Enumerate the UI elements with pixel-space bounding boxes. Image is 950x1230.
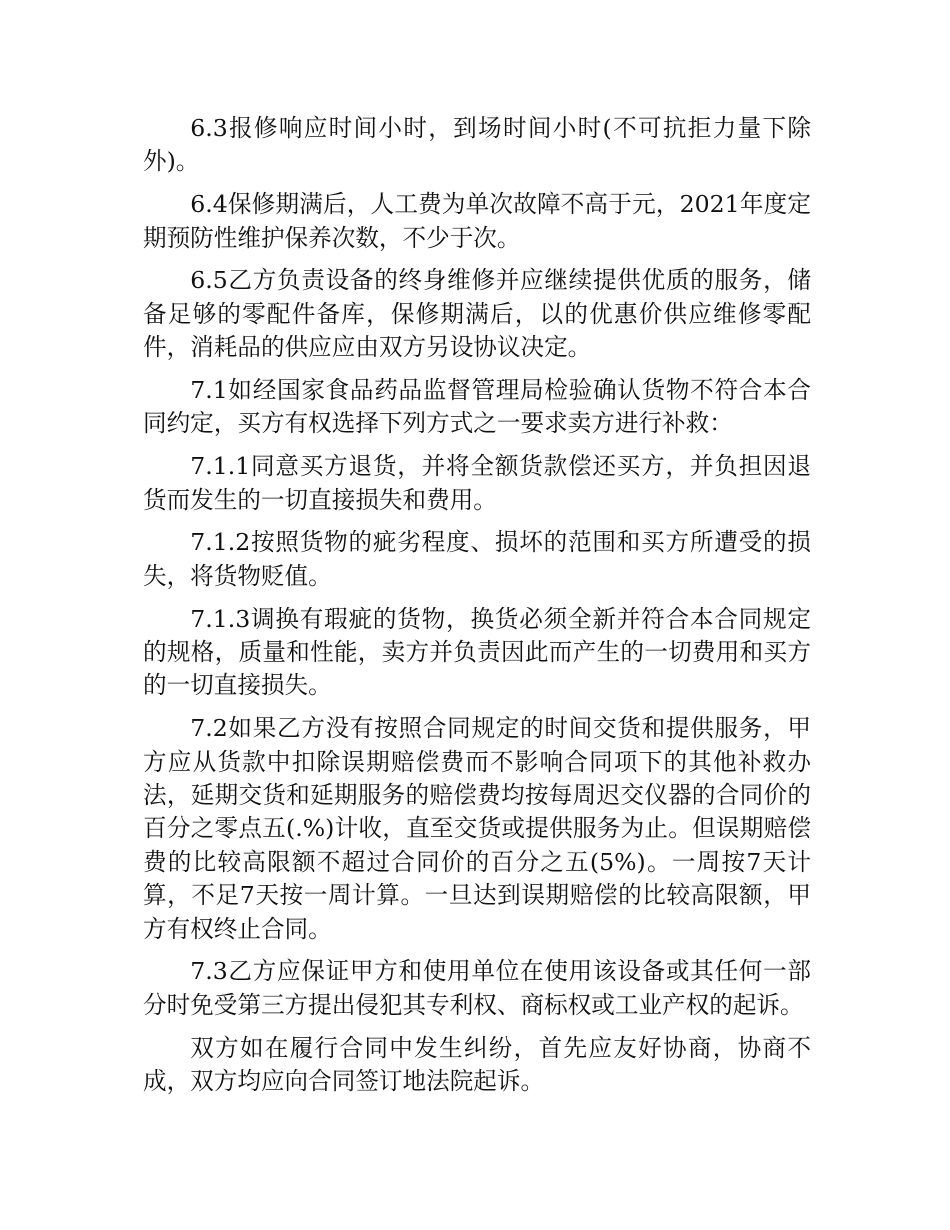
clause-6-3: 6.3报修响应时间小时，到场时间小时(不可抗拒力量下除外)。 [143,114,811,176]
dispute-clause: 双方如在履行合同中发生纠纷，首先应友好协商，协商不成，双方均应向合同签订地法院起诉。 [143,1033,811,1096]
clause-7-1: 7.1如经国家食品药品监督管理局检验确认货物不符合本合同约定，买方有权选择下列方式之一要求卖方进行补救： [143,376,811,438]
clause-7-1-1: 7.1.1同意买方退货，并将全额货款偿还买方，并负担因退货而发生的一切直接损失和费用。 [143,452,811,514]
clause-6-4: 6.4保修期满后，人工费为单次故障不高于元，2021年度定期预防性维护保养次数，不少于次。 [143,190,811,252]
clause-7-1-3: 7.1.3调换有瑕疵的货物，换货必须全新并符合本合同规定的规格，质量和性能，卖方并负责因此而产生的一切费用和买方的一切直接损失。 [143,604,811,700]
document-body [143,112,811,1108]
clause-6-5: 6.5乙方负责设备的终身维修并应继续提供优质的服务，储备足够的零配件备库，保修期满后，以的优惠价供应维修零配件，消耗品的供应应由双方另设协议决定。 [143,266,811,362]
clause-7-2: 7.2如果乙方没有按照合同规定的时间交货和提供服务，甲方应从货款中扣除误期赔偿费而不影响合同项下的其他补救办法，延期交货和延期服务的赔偿费均按每周迟交仪器的合同价的百分之零点五(.%)计收，直至交货或提供服务为止。但误期赔偿费的比较高限额不超过合同价的百分之五(5%)。一周按7天计算，不足7天按一周计算。一旦达到误期赔偿的比较高限额，甲方有权终止合同。 [143,714,811,943]
clause-7-3: 7.3乙方应保证甲方和使用单位在使用该设备或其任何一部分时免受第三方提出侵犯其专利权、商标权或工业产权的起诉。 [143,957,811,1019]
clause-7-1-2: 7.1.2按照货物的疵劣程度、损坏的范围和买方所遭受的损失，将货物贬值。 [143,528,811,590]
